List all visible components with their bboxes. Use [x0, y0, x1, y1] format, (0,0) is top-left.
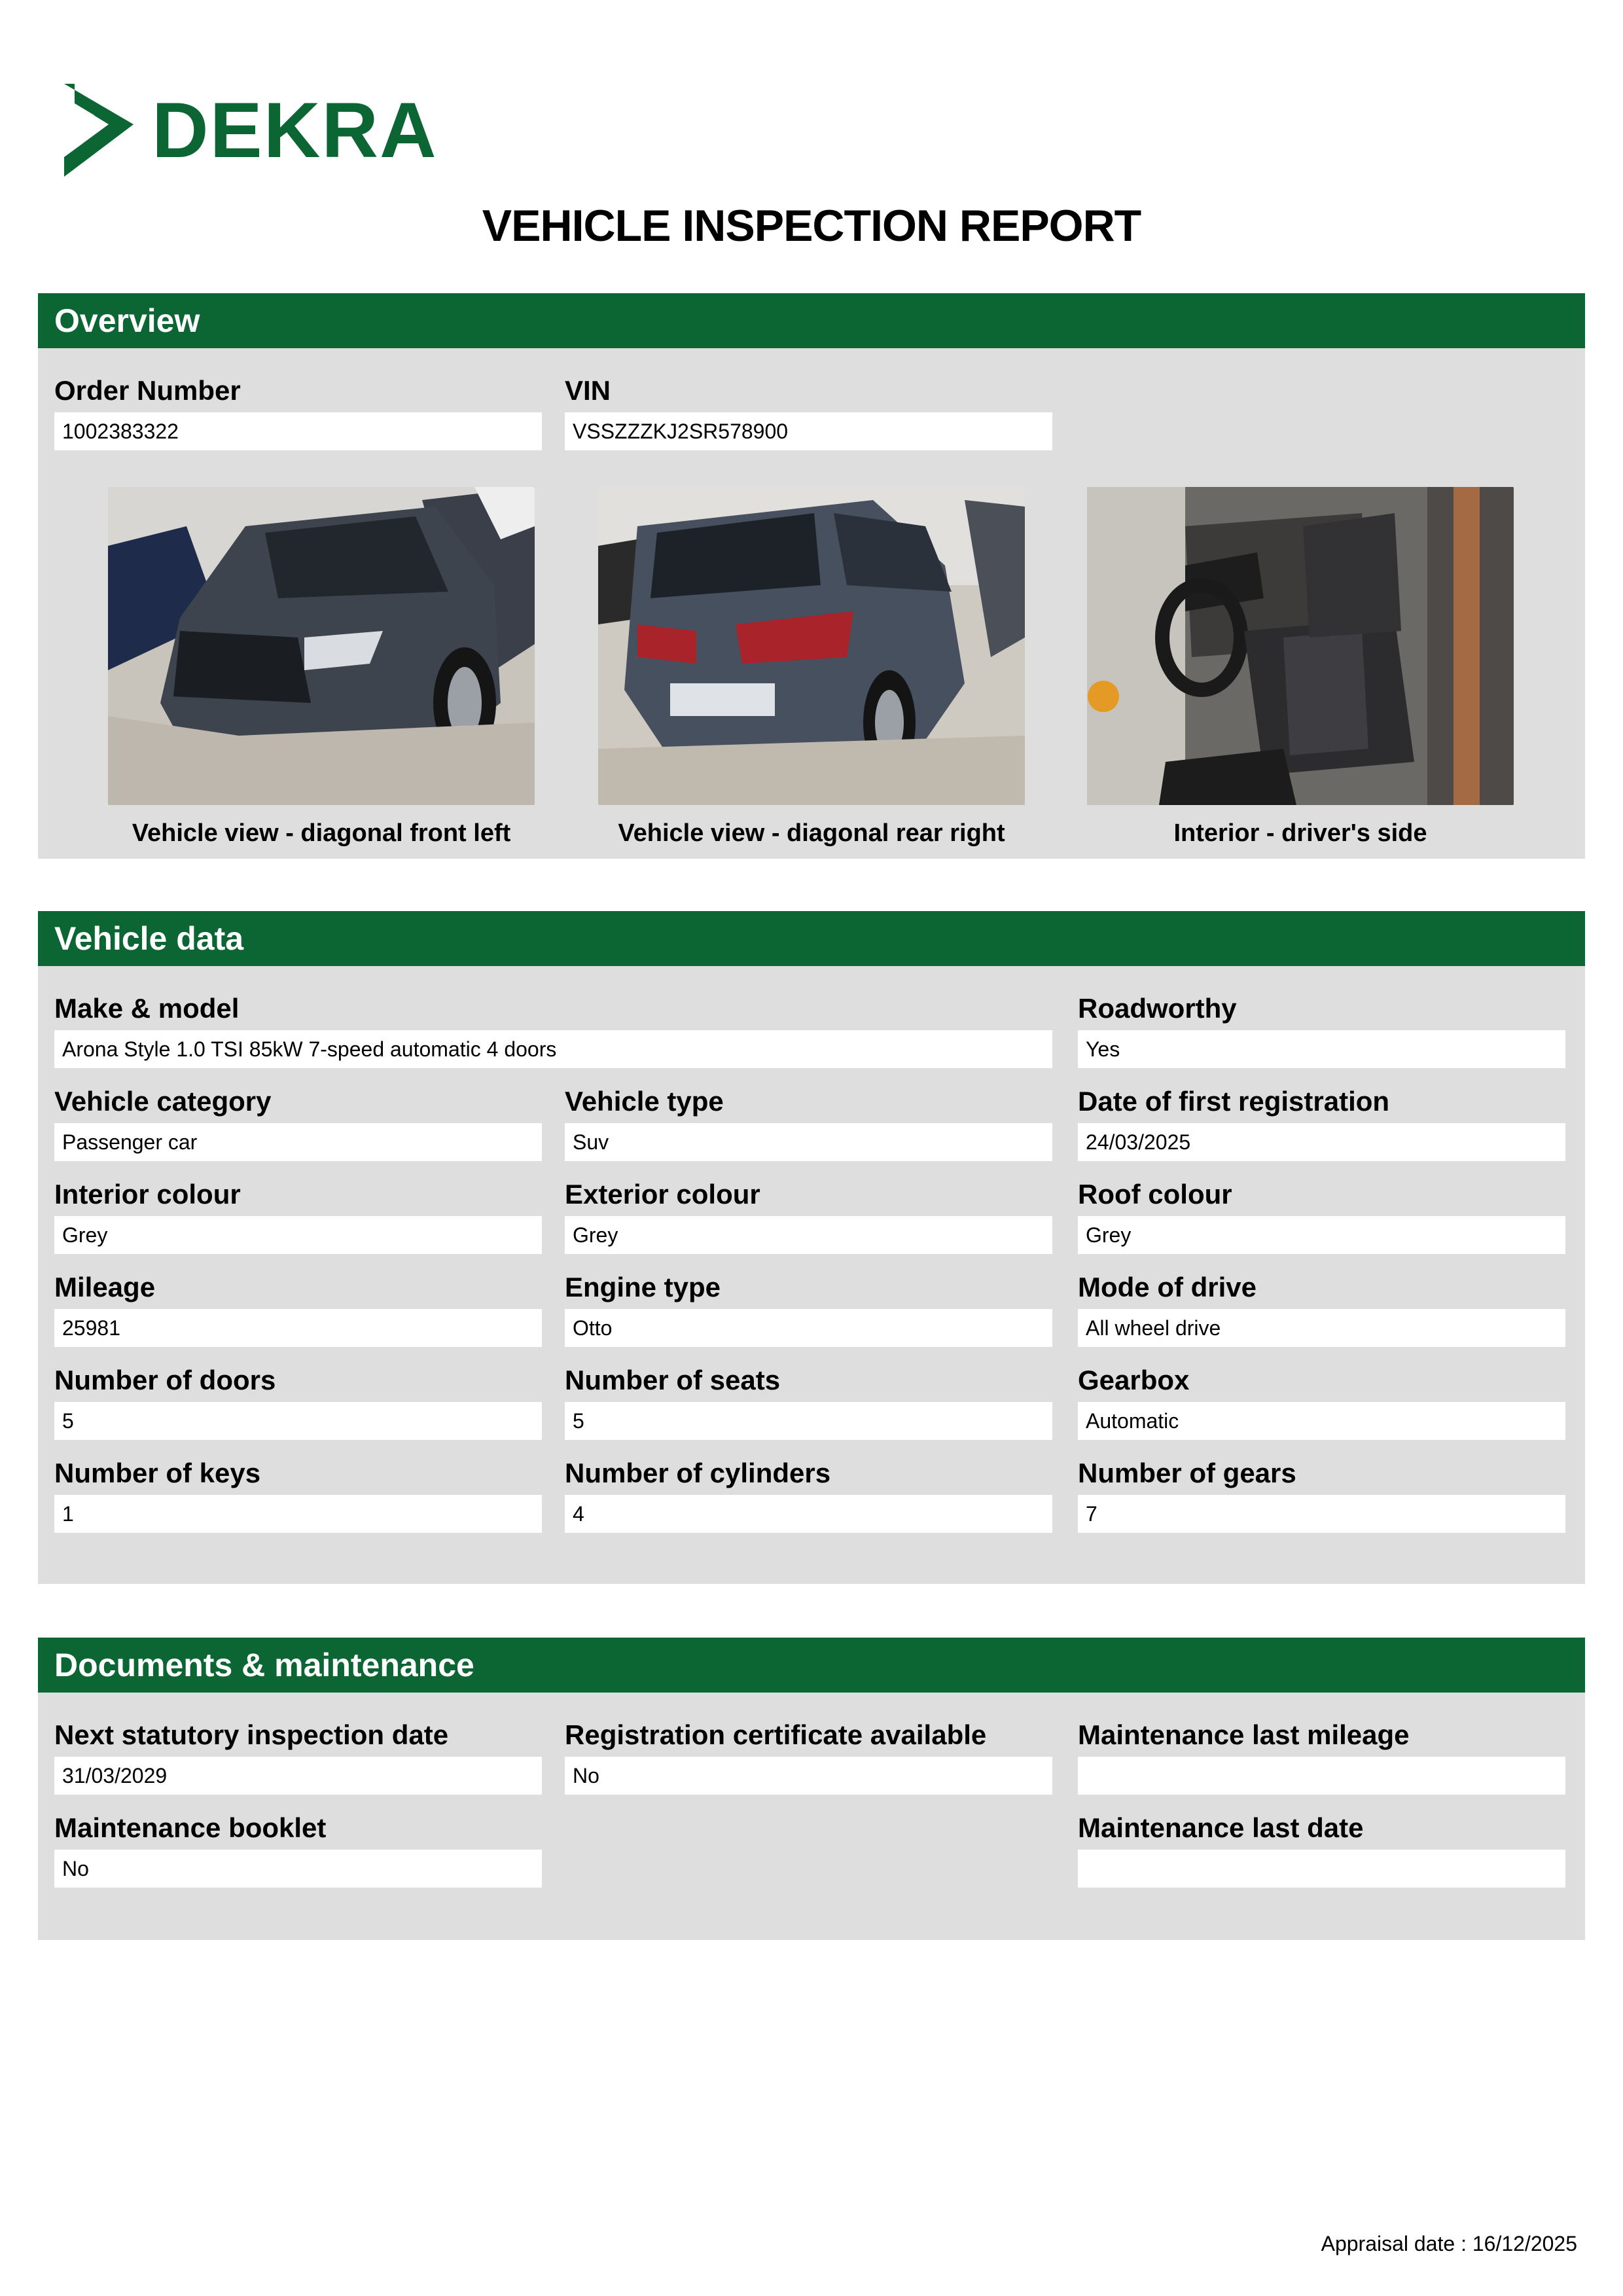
vin-label: VIN: [565, 375, 611, 406]
next-inspection-label: Next statutory inspection date: [54, 1719, 449, 1750]
order-number-value: 1002383322: [54, 412, 542, 450]
maintenance-last-date-value: [1078, 1850, 1565, 1888]
maintenance-last-date-label: Maintenance last date: [1078, 1812, 1364, 1843]
gearbox-label: Gearbox: [1078, 1365, 1190, 1395]
maintenance-last-mileage-label: Maintenance last mileage: [1078, 1719, 1410, 1750]
number-of-doors-label: Number of doors: [54, 1365, 276, 1395]
mode-of-drive-label: Mode of drive: [1078, 1272, 1257, 1302]
number-of-doors-field: [54, 1364, 542, 1440]
roof-colour-value: Grey: [1078, 1216, 1565, 1254]
number-of-cylinders-value: 4: [565, 1495, 1052, 1533]
first-registration-label: Date of first registration: [1078, 1086, 1390, 1117]
dekra-logo: [60, 84, 438, 177]
maintenance-booklet-field: [54, 1812, 542, 1888]
dekra-chevron-logo-icon: [60, 84, 134, 177]
vehicle-category-label: Vehicle category: [54, 1086, 272, 1117]
exterior-colour-label: Exterior colour: [565, 1179, 760, 1210]
number-of-keys-value: 1: [54, 1495, 542, 1533]
mileage-value: 25981: [54, 1309, 542, 1347]
first-registration-value: 24/03/2025: [1078, 1123, 1565, 1161]
number-of-seats-field: [565, 1364, 1052, 1440]
interior-colour-field: [54, 1178, 542, 1254]
next-inspection-value: 31/03/2029: [54, 1757, 542, 1795]
number-of-gears-field: [1078, 1457, 1565, 1533]
make-model-field: [54, 992, 1052, 1068]
photo-interior-caption: Interior - driver's side: [1173, 819, 1427, 847]
vin-value: VSSZZZKJ2SR578900: [565, 412, 1052, 450]
exterior-colour-value: Grey: [565, 1216, 1052, 1254]
vehicle-category-value: Passenger car: [54, 1123, 542, 1161]
brand-name: DEKRA: [152, 86, 438, 174]
number-of-gears-label: Number of gears: [1078, 1458, 1296, 1488]
number-of-gears-value: 7: [1078, 1495, 1565, 1533]
roadworthy-value: Yes: [1078, 1030, 1565, 1068]
photo-rear-right-caption: Vehicle view - diagonal rear right: [618, 819, 1005, 847]
order-number-field: [54, 374, 542, 450]
number-of-doors-value: 5: [54, 1402, 542, 1440]
registration-certificate-field: [565, 1719, 1052, 1795]
photo-rear-right: [598, 487, 1025, 848]
roof-colour-label: Roof colour: [1078, 1179, 1232, 1210]
order-number-label: Order Number: [54, 375, 241, 406]
documents-section: [38, 1638, 1585, 1940]
number-of-seats-value: 5: [565, 1402, 1052, 1440]
maintenance-booklet-value: No: [54, 1850, 542, 1888]
maintenance-last-mileage-field: [1078, 1719, 1565, 1795]
vin-field: [565, 374, 1052, 450]
vehicle-type-field: [565, 1085, 1052, 1161]
appraisal-date: Appraisal date : 16/12/2025: [1321, 2232, 1577, 2255]
photo-front-left-caption: Vehicle view - diagonal front left: [132, 819, 511, 847]
photo-interior: [1087, 487, 1514, 848]
vehicle-front-left-image[interactable]: [108, 487, 535, 805]
mileage-label: Mileage: [54, 1272, 156, 1302]
overview-heading: Overview: [38, 293, 1585, 348]
interior-colour-value: Grey: [54, 1216, 542, 1254]
vehicle-rear-right-image[interactable]: [598, 487, 1025, 805]
gearbox-value: Automatic: [1078, 1402, 1565, 1440]
number-of-cylinders-field: [565, 1457, 1052, 1533]
number-of-seats-label: Number of seats: [565, 1365, 781, 1395]
next-inspection-field: [54, 1719, 542, 1795]
registration-certificate-value: No: [565, 1757, 1052, 1795]
vehicle-data-heading: Vehicle data: [38, 911, 1585, 966]
number-of-keys-label: Number of keys: [54, 1458, 261, 1488]
maintenance-booklet-label: Maintenance booklet: [54, 1812, 327, 1843]
photo-front-left: [108, 487, 535, 848]
engine-type-label: Engine type: [565, 1272, 721, 1302]
documents-heading: Documents & maintenance: [38, 1638, 1585, 1693]
make-model-value: Arona Style 1.0 TSI 85kW 7-speed automatic 4 doors: [54, 1030, 1052, 1068]
vehicle-type-label: Vehicle type: [565, 1086, 724, 1117]
gearbox-field: [1078, 1364, 1565, 1440]
vehicle-data-section: [38, 911, 1585, 1584]
page-title: VEHICLE INSPECTION REPORT: [482, 201, 1141, 251]
vehicle-type-value: Suv: [565, 1123, 1052, 1161]
maintenance-last-date-field: [1078, 1812, 1565, 1888]
vehicle-interior-image[interactable]: [1087, 487, 1514, 805]
make-model-label: Make & model: [54, 993, 240, 1024]
maintenance-last-mileage-value: [1078, 1757, 1565, 1795]
overview-section: [38, 293, 1585, 859]
mileage-field: [54, 1271, 542, 1347]
registration-certificate-label: Registration certificate available: [565, 1719, 987, 1750]
engine-type-value: Otto: [565, 1309, 1052, 1347]
engine-type-field: [565, 1271, 1052, 1347]
roadworthy-label: Roadworthy: [1078, 993, 1237, 1024]
first-registration-field: [1078, 1085, 1565, 1161]
roadworthy-field: [1078, 992, 1565, 1068]
exterior-colour-field: [565, 1178, 1052, 1254]
number-of-keys-field: [54, 1457, 542, 1533]
number-of-cylinders-label: Number of cylinders: [565, 1458, 831, 1488]
roof-colour-field: [1078, 1178, 1565, 1254]
mode-of-drive-value: All wheel drive: [1078, 1309, 1565, 1347]
mode-of-drive-field: [1078, 1271, 1565, 1347]
interior-colour-label: Interior colour: [54, 1179, 241, 1210]
vehicle-category-field: [54, 1085, 542, 1161]
